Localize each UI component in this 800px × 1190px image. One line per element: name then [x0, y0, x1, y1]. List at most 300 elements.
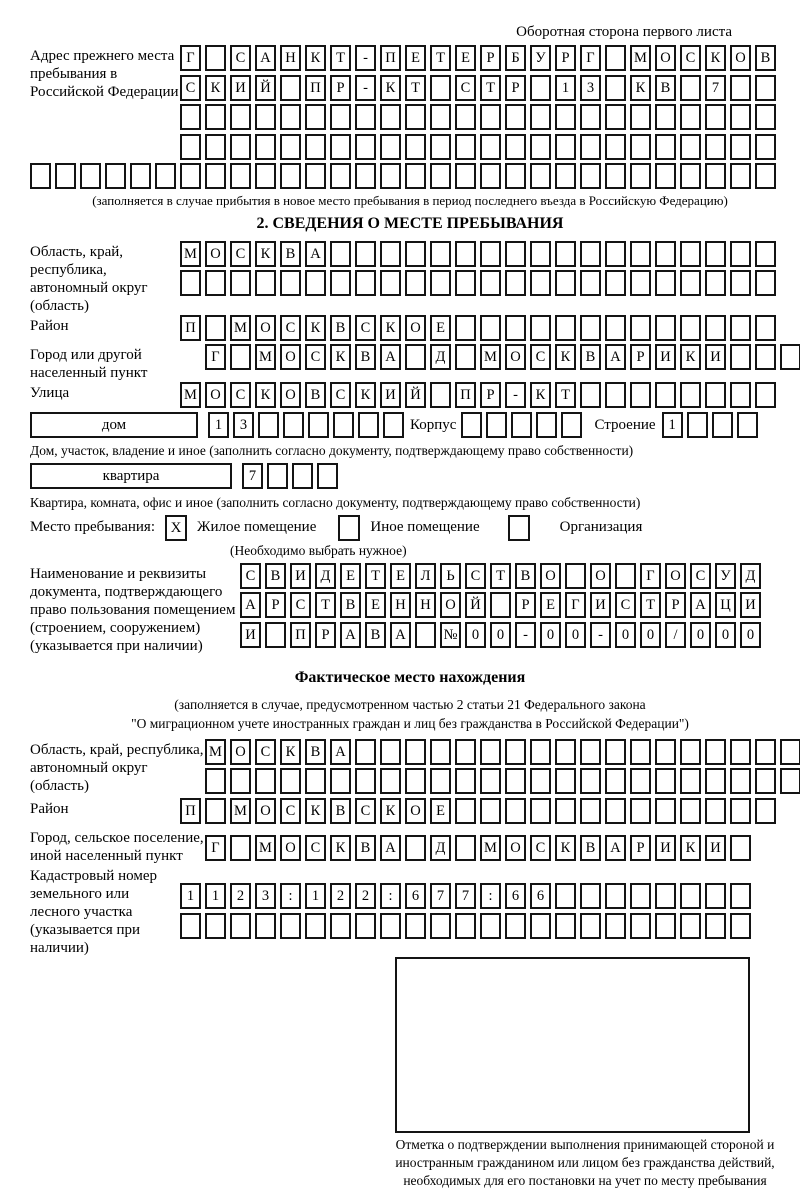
char-cell[interactable] [205, 134, 226, 160]
char-cell[interactable] [455, 270, 476, 296]
char-cell[interactable] [230, 768, 251, 794]
char-cell[interactable] [505, 913, 526, 939]
char-cell[interactable] [605, 270, 626, 296]
char-cell[interactable]: П [180, 798, 201, 824]
char-cell[interactable] [530, 768, 551, 794]
char-cell[interactable]: И [590, 592, 611, 618]
char-cell[interactable] [580, 883, 601, 909]
char-cell[interactable]: Г [180, 45, 201, 71]
char-cell[interactable] [655, 913, 676, 939]
char-cell[interactable]: Т [480, 75, 501, 101]
char-cell[interactable] [730, 798, 751, 824]
char-cell[interactable] [605, 315, 626, 341]
char-cell[interactable]: М [255, 835, 276, 861]
char-cell[interactable] [205, 913, 226, 939]
char-cell[interactable] [580, 134, 601, 160]
char-cell[interactable] [505, 163, 526, 189]
char-cell[interactable]: К [355, 382, 376, 408]
char-cell[interactable] [630, 163, 651, 189]
char-cell[interactable] [730, 241, 751, 267]
char-cell[interactable]: И [655, 344, 676, 370]
char-cell[interactable]: 7 [705, 75, 726, 101]
char-cell[interactable]: О [205, 382, 226, 408]
char-cell[interactable]: - [590, 622, 611, 648]
char-cell[interactable]: И [740, 592, 761, 618]
char-cell[interactable] [480, 270, 501, 296]
char-cell[interactable] [780, 344, 800, 370]
char-cell[interactable]: О [655, 45, 676, 71]
char-cell[interactable] [380, 163, 401, 189]
char-cell[interactable]: 0 [640, 622, 661, 648]
char-cell[interactable]: С [180, 75, 201, 101]
char-cell[interactable] [605, 241, 626, 267]
char-cell[interactable] [555, 134, 576, 160]
char-cell[interactable] [430, 270, 451, 296]
char-cell[interactable]: С [615, 592, 636, 618]
char-cell[interactable] [205, 315, 226, 341]
char-cell[interactable] [630, 883, 651, 909]
char-cell[interactable] [333, 412, 354, 438]
char-cell[interactable]: А [240, 592, 261, 618]
char-cell[interactable]: Р [330, 75, 351, 101]
char-cell[interactable]: К [305, 45, 326, 71]
char-cell[interactable] [480, 913, 501, 939]
char-cell[interactable] [490, 592, 511, 618]
char-cell[interactable] [705, 739, 726, 765]
char-cell[interactable]: Д [315, 563, 336, 589]
char-cell[interactable]: П [305, 75, 326, 101]
char-cell[interactable]: О [255, 798, 276, 824]
char-cell[interactable] [680, 798, 701, 824]
char-cell[interactable]: Е [430, 315, 451, 341]
char-cell[interactable]: Р [505, 75, 526, 101]
char-cell[interactable]: - [505, 382, 526, 408]
char-cell[interactable] [305, 134, 326, 160]
char-cell[interactable] [630, 382, 651, 408]
char-cell[interactable] [605, 75, 626, 101]
char-cell[interactable]: О [405, 798, 426, 824]
char-cell[interactable]: - [355, 75, 376, 101]
char-cell[interactable] [580, 241, 601, 267]
char-cell[interactable]: Й [405, 382, 426, 408]
char-cell[interactable] [755, 75, 776, 101]
char-cell[interactable]: Ц [715, 592, 736, 618]
char-cell[interactable] [280, 768, 301, 794]
char-cell[interactable]: Ь [440, 563, 461, 589]
char-cell[interactable]: 6 [530, 883, 551, 909]
char-cell[interactable] [705, 315, 726, 341]
char-cell[interactable] [755, 134, 776, 160]
char-cell[interactable] [480, 768, 501, 794]
char-cell[interactable] [355, 739, 376, 765]
char-cell[interactable] [755, 163, 776, 189]
char-cell[interactable] [205, 104, 226, 130]
char-cell[interactable] [530, 241, 551, 267]
char-cell[interactable] [405, 768, 426, 794]
char-cell[interactable]: 1 [180, 883, 201, 909]
char-cell[interactable] [355, 270, 376, 296]
char-cell[interactable] [730, 739, 751, 765]
char-cell[interactable]: 3 [580, 75, 601, 101]
char-cell[interactable] [555, 768, 576, 794]
char-cell[interactable]: К [555, 344, 576, 370]
char-cell[interactable]: О [590, 563, 611, 589]
char-cell[interactable] [255, 768, 276, 794]
char-cell[interactable] [530, 270, 551, 296]
char-cell[interactable] [355, 241, 376, 267]
char-cell[interactable] [605, 768, 626, 794]
char-cell[interactable] [380, 768, 401, 794]
char-cell[interactable]: Т [315, 592, 336, 618]
char-cell[interactable] [530, 913, 551, 939]
char-cell[interactable]: О [505, 344, 526, 370]
char-cell[interactable] [755, 104, 776, 130]
char-cell[interactable] [330, 768, 351, 794]
char-cell[interactable] [383, 412, 404, 438]
char-cell[interactable] [605, 798, 626, 824]
char-cell[interactable] [680, 163, 701, 189]
char-cell[interactable]: Д [430, 835, 451, 861]
char-cell[interactable]: В [340, 592, 361, 618]
char-cell[interactable] [255, 163, 276, 189]
char-cell[interactable]: К [280, 739, 301, 765]
char-cell[interactable]: О [280, 382, 301, 408]
char-cell[interactable] [180, 163, 201, 189]
char-cell[interactable]: Д [740, 563, 761, 589]
char-cell[interactable]: М [480, 344, 501, 370]
char-cell[interactable] [480, 739, 501, 765]
char-cell[interactable] [255, 104, 276, 130]
char-cell[interactable] [580, 382, 601, 408]
char-cell[interactable]: / [665, 622, 686, 648]
char-cell[interactable] [380, 270, 401, 296]
char-cell[interactable]: № [440, 622, 461, 648]
checkbox-organization[interactable] [508, 515, 530, 541]
char-cell[interactable]: А [605, 835, 626, 861]
char-cell[interactable] [730, 835, 751, 861]
char-cell[interactable] [180, 913, 201, 939]
char-cell[interactable] [505, 315, 526, 341]
char-cell[interactable] [330, 241, 351, 267]
char-cell[interactable] [730, 913, 751, 939]
char-cell[interactable]: К [380, 315, 401, 341]
char-cell[interactable] [680, 913, 701, 939]
char-cell[interactable]: А [380, 835, 401, 861]
char-cell[interactable] [380, 739, 401, 765]
char-cell[interactable] [605, 163, 626, 189]
char-cell[interactable]: А [330, 739, 351, 765]
char-cell[interactable] [505, 739, 526, 765]
char-cell[interactable]: П [455, 382, 476, 408]
char-cell[interactable] [730, 883, 751, 909]
char-cell[interactable] [561, 412, 582, 438]
char-cell[interactable] [630, 241, 651, 267]
char-cell[interactable]: А [305, 241, 326, 267]
char-cell[interactable] [180, 104, 201, 130]
char-cell[interactable] [405, 835, 426, 861]
char-cell[interactable]: А [605, 344, 626, 370]
char-cell[interactable]: В [355, 344, 376, 370]
char-cell[interactable]: К [680, 344, 701, 370]
char-cell[interactable] [317, 463, 338, 489]
char-cell[interactable] [780, 739, 800, 765]
char-cell[interactable] [505, 104, 526, 130]
char-cell[interactable] [480, 134, 501, 160]
char-cell[interactable] [730, 134, 751, 160]
char-cell[interactable]: У [715, 563, 736, 589]
char-cell[interactable] [730, 382, 751, 408]
char-cell[interactable] [530, 163, 551, 189]
char-cell[interactable] [455, 134, 476, 160]
char-cell[interactable]: В [355, 835, 376, 861]
char-cell[interactable] [380, 134, 401, 160]
char-cell[interactable] [580, 163, 601, 189]
char-cell[interactable]: Т [490, 563, 511, 589]
char-cell[interactable]: К [705, 45, 726, 71]
char-cell[interactable] [680, 241, 701, 267]
char-cell[interactable] [455, 344, 476, 370]
char-cell[interactable]: 3 [255, 883, 276, 909]
char-cell[interactable]: 6 [405, 883, 426, 909]
char-cell[interactable] [755, 241, 776, 267]
char-cell[interactable] [630, 270, 651, 296]
char-cell[interactable]: С [465, 563, 486, 589]
char-cell[interactable] [530, 739, 551, 765]
char-cell[interactable] [280, 134, 301, 160]
char-cell[interactable]: Б [505, 45, 526, 71]
char-cell[interactable]: 1 [662, 412, 683, 438]
char-cell[interactable] [415, 622, 436, 648]
char-cell[interactable]: К [255, 382, 276, 408]
char-cell[interactable] [180, 270, 201, 296]
char-cell[interactable]: О [205, 241, 226, 267]
char-cell[interactable] [655, 768, 676, 794]
char-cell[interactable]: Г [640, 563, 661, 589]
char-cell[interactable]: 7 [242, 463, 263, 489]
char-cell[interactable] [480, 163, 501, 189]
char-cell[interactable]: Е [340, 563, 361, 589]
char-cell[interactable] [430, 241, 451, 267]
char-cell[interactable] [755, 270, 776, 296]
char-cell[interactable]: М [230, 315, 251, 341]
char-cell[interactable]: Е [405, 45, 426, 71]
char-cell[interactable] [455, 163, 476, 189]
char-cell[interactable]: В [330, 798, 351, 824]
char-cell[interactable]: Л [415, 563, 436, 589]
char-cell[interactable] [205, 798, 226, 824]
char-cell[interactable]: С [355, 315, 376, 341]
char-cell[interactable]: М [205, 739, 226, 765]
char-cell[interactable] [580, 739, 601, 765]
char-cell[interactable] [455, 241, 476, 267]
char-cell[interactable]: П [180, 315, 201, 341]
char-cell[interactable]: Р [630, 344, 651, 370]
char-cell[interactable] [530, 315, 551, 341]
char-cell[interactable]: У [530, 45, 551, 71]
char-cell[interactable]: А [390, 622, 411, 648]
char-cell[interactable] [455, 104, 476, 130]
char-cell[interactable] [580, 315, 601, 341]
char-cell[interactable] [555, 241, 576, 267]
char-cell[interactable] [505, 768, 526, 794]
char-cell[interactable] [680, 75, 701, 101]
char-cell[interactable] [737, 412, 758, 438]
char-cell[interactable] [680, 382, 701, 408]
char-cell[interactable]: И [380, 382, 401, 408]
char-cell[interactable] [580, 798, 601, 824]
char-cell[interactable] [755, 739, 776, 765]
char-cell[interactable] [555, 798, 576, 824]
char-cell[interactable]: К [330, 835, 351, 861]
char-cell[interactable]: 2 [355, 883, 376, 909]
char-cell[interactable] [180, 134, 201, 160]
char-cell[interactable]: С [240, 563, 261, 589]
char-cell[interactable] [230, 344, 251, 370]
char-cell[interactable] [355, 104, 376, 130]
char-cell[interactable]: Н [280, 45, 301, 71]
char-cell[interactable] [705, 134, 726, 160]
char-cell[interactable]: О [440, 592, 461, 618]
char-cell[interactable]: Г [580, 45, 601, 71]
char-cell[interactable]: К [255, 241, 276, 267]
char-cell[interactable]: Р [315, 622, 336, 648]
char-cell[interactable]: К [555, 835, 576, 861]
char-cell[interactable]: С [305, 835, 326, 861]
char-cell[interactable] [687, 412, 708, 438]
char-cell[interactable] [755, 382, 776, 408]
char-cell[interactable]: П [290, 622, 311, 648]
char-cell[interactable] [355, 163, 376, 189]
char-cell[interactable] [155, 163, 176, 189]
char-cell[interactable] [655, 163, 676, 189]
char-cell[interactable] [530, 75, 551, 101]
char-cell[interactable] [430, 739, 451, 765]
char-cell[interactable]: А [690, 592, 711, 618]
char-cell[interactable]: Р [480, 45, 501, 71]
char-cell[interactable] [705, 913, 726, 939]
char-cell[interactable]: 0 [615, 622, 636, 648]
char-cell[interactable] [655, 134, 676, 160]
char-cell[interactable]: А [255, 45, 276, 71]
char-cell[interactable] [505, 798, 526, 824]
char-cell[interactable] [455, 315, 476, 341]
char-cell[interactable] [680, 315, 701, 341]
char-cell[interactable]: 1 [555, 75, 576, 101]
char-cell[interactable]: О [505, 835, 526, 861]
char-cell[interactable] [755, 315, 776, 341]
char-cell[interactable] [230, 835, 251, 861]
char-cell[interactable]: 6 [505, 883, 526, 909]
char-cell[interactable] [280, 104, 301, 130]
char-cell[interactable]: С [355, 798, 376, 824]
char-cell[interactable] [605, 382, 626, 408]
char-cell[interactable]: О [280, 835, 301, 861]
char-cell[interactable]: С [530, 344, 551, 370]
char-cell[interactable] [580, 270, 601, 296]
char-cell[interactable]: М [255, 344, 276, 370]
char-cell[interactable]: Р [265, 592, 286, 618]
char-cell[interactable]: М [230, 798, 251, 824]
char-cell[interactable]: В [580, 344, 601, 370]
char-cell[interactable] [780, 768, 800, 794]
char-cell[interactable] [680, 134, 701, 160]
char-cell[interactable]: Г [565, 592, 586, 618]
char-cell[interactable] [655, 104, 676, 130]
char-cell[interactable]: А [340, 622, 361, 648]
char-cell[interactable] [80, 163, 101, 189]
char-cell[interactable] [380, 104, 401, 130]
char-cell[interactable] [655, 883, 676, 909]
checkbox-residential[interactable]: X [165, 515, 187, 541]
char-cell[interactable] [655, 315, 676, 341]
char-cell[interactable] [530, 134, 551, 160]
char-cell[interactable] [755, 768, 776, 794]
char-cell[interactable]: С [530, 835, 551, 861]
char-cell[interactable] [580, 104, 601, 130]
char-cell[interactable]: С [455, 75, 476, 101]
char-cell[interactable] [330, 913, 351, 939]
char-cell[interactable] [461, 412, 482, 438]
char-cell[interactable] [605, 913, 626, 939]
char-cell[interactable]: С [280, 315, 301, 341]
char-cell[interactable]: 1 [305, 883, 326, 909]
char-cell[interactable]: Н [415, 592, 436, 618]
char-cell[interactable]: Е [390, 563, 411, 589]
char-cell[interactable] [655, 798, 676, 824]
char-cell[interactable] [355, 913, 376, 939]
char-cell[interactable]: Т [365, 563, 386, 589]
char-cell[interactable] [430, 768, 451, 794]
char-cell[interactable] [655, 270, 676, 296]
char-cell[interactable]: К [630, 75, 651, 101]
char-cell[interactable]: Е [540, 592, 561, 618]
char-cell[interactable] [505, 241, 526, 267]
char-cell[interactable]: 2 [330, 883, 351, 909]
char-cell[interactable] [555, 315, 576, 341]
char-cell[interactable]: К [530, 382, 551, 408]
char-cell[interactable] [55, 163, 76, 189]
char-cell[interactable]: М [180, 382, 201, 408]
char-cell[interactable]: И [230, 75, 251, 101]
char-cell[interactable] [630, 739, 651, 765]
char-cell[interactable]: : [380, 883, 401, 909]
char-cell[interactable] [355, 134, 376, 160]
char-cell[interactable] [705, 104, 726, 130]
char-cell[interactable] [330, 270, 351, 296]
char-cell[interactable] [230, 913, 251, 939]
char-cell[interactable] [486, 412, 507, 438]
char-cell[interactable] [712, 412, 733, 438]
char-cell[interactable] [258, 412, 279, 438]
char-cell[interactable] [565, 563, 586, 589]
char-cell[interactable] [255, 913, 276, 939]
char-cell[interactable] [755, 798, 776, 824]
char-cell[interactable]: 0 [715, 622, 736, 648]
char-cell[interactable] [630, 134, 651, 160]
char-cell[interactable] [430, 913, 451, 939]
checkbox-other-premises[interactable] [338, 515, 360, 541]
char-cell[interactable]: И [705, 835, 726, 861]
char-cell[interactable]: К [380, 75, 401, 101]
char-cell[interactable] [680, 768, 701, 794]
char-cell[interactable] [630, 315, 651, 341]
char-cell[interactable]: В [580, 835, 601, 861]
char-cell[interactable]: С [280, 798, 301, 824]
char-cell[interactable] [730, 163, 751, 189]
char-cell[interactable]: 7 [455, 883, 476, 909]
char-cell[interactable] [455, 835, 476, 861]
char-cell[interactable] [405, 739, 426, 765]
